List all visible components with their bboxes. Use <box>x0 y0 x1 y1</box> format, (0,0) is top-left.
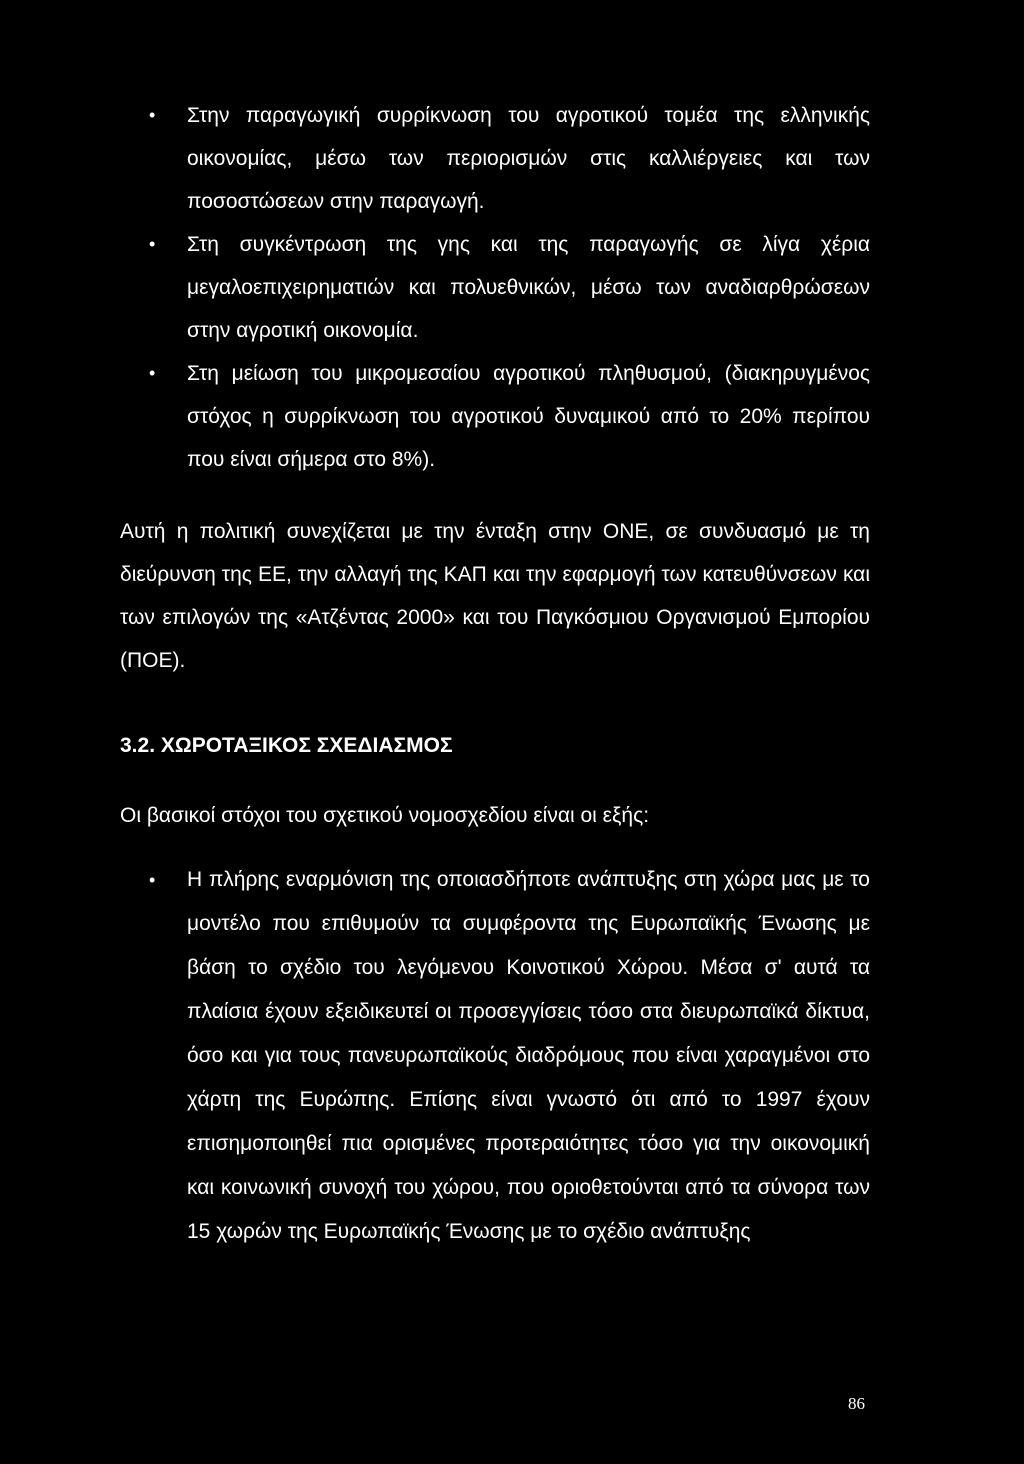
list-item-text: Στην παραγωγική συρρίκνωση του αγροτικού τομέα της ελληνικής οικονομίας, μέσω των περιορισμών στις καλλιέργειες και των ποσοστώσεων στην παραγωγή. <box>187 104 870 213</box>
page-number: 86 <box>848 1394 865 1413</box>
bullet-list-bottom <box>149 858 870 1254</box>
intro-sentence: Οι βασικοί στόχοι του σχετικού νομοσχεδίου είναι οι εξής: <box>120 804 650 827</box>
list-item-text: Στη συγκέντρωση της γης και της παραγωγής σε λίγα χέρια μεγαλοεπιχειρηματιών και πολυεθνικών, μέσω των αναδιαρθρώσεων στην αγροτική οικονομία. <box>187 233 870 342</box>
list-item-text: Στη μείωση του μικρομεσαίου αγροτικού πληθυσμού, (διακηρυγμένος στόχος η συρρίκνωση του αγροτικού δυναμικού από το 20% περίπου που είναι σήμερα στο 8%). <box>187 362 870 471</box>
bullet-icon: • <box>149 234 156 254</box>
list-item <box>149 858 870 1254</box>
list-item <box>149 352 870 481</box>
list-item-text: Η πλήρης εναρμόνιση της οποιασδήποτε ανάπτυξης στη χώρα μας με το μοντέλο που επιθυμούν τα συμφέροντα της Ευρωπαϊκής Ένωσης με βάση το σχέδιο του λεγόμενου Κοινοτικού Χώρου. Μέσα σ' αυτά τα πλαίσια έχουν εξειδικευτεί οι προσεγγίσεις τόσο στα διευρωπαϊκά δίκτυα, όσο και για τους πανευρωπαϊκούς διαδρόμους που είναι χαραγμένοι στο χάρτη της Ευρώπης. Επίσης είναι γνωστό ότι από το 1997 έχουν επισημοποιηθεί πια ορισμένες προτεραιότητες τόσο για την οικονομική και κοινωνική συνοχή του χώρου, που οριοθετούνται από τα σύνορα των 15 χωρών της Ευρωπαϊκής Ένωσης με το σχέδιο ανάπτυξης <box>187 868 870 1243</box>
section-heading: 3.2. ΧΩΡΟΤΑΞΙΚΟΣ ΣΧΕΔΙΑΣΜΟΣ <box>120 734 453 757</box>
bullet-list-top <box>149 94 870 481</box>
bullet-icon: • <box>149 870 156 890</box>
bullet-icon: • <box>149 363 156 383</box>
list-item <box>149 223 870 352</box>
list-item <box>149 94 870 223</box>
body-paragraph: Αυτή η πολιτική συνεχίζεται με την ένταξη στην ΟΝΕ, σε συνδυασμό με τη διεύρυνση της ΕΕ, την αλλαγή της ΚΑΠ και την εφαρμογή των κατευθύνσεων και των επιλογών της «Ατζέντας 2000» και του Παγκόσμιου Οργανισμού Εμπορίου (ΠΟΕ). <box>120 520 870 672</box>
bullet-icon: • <box>149 105 156 125</box>
